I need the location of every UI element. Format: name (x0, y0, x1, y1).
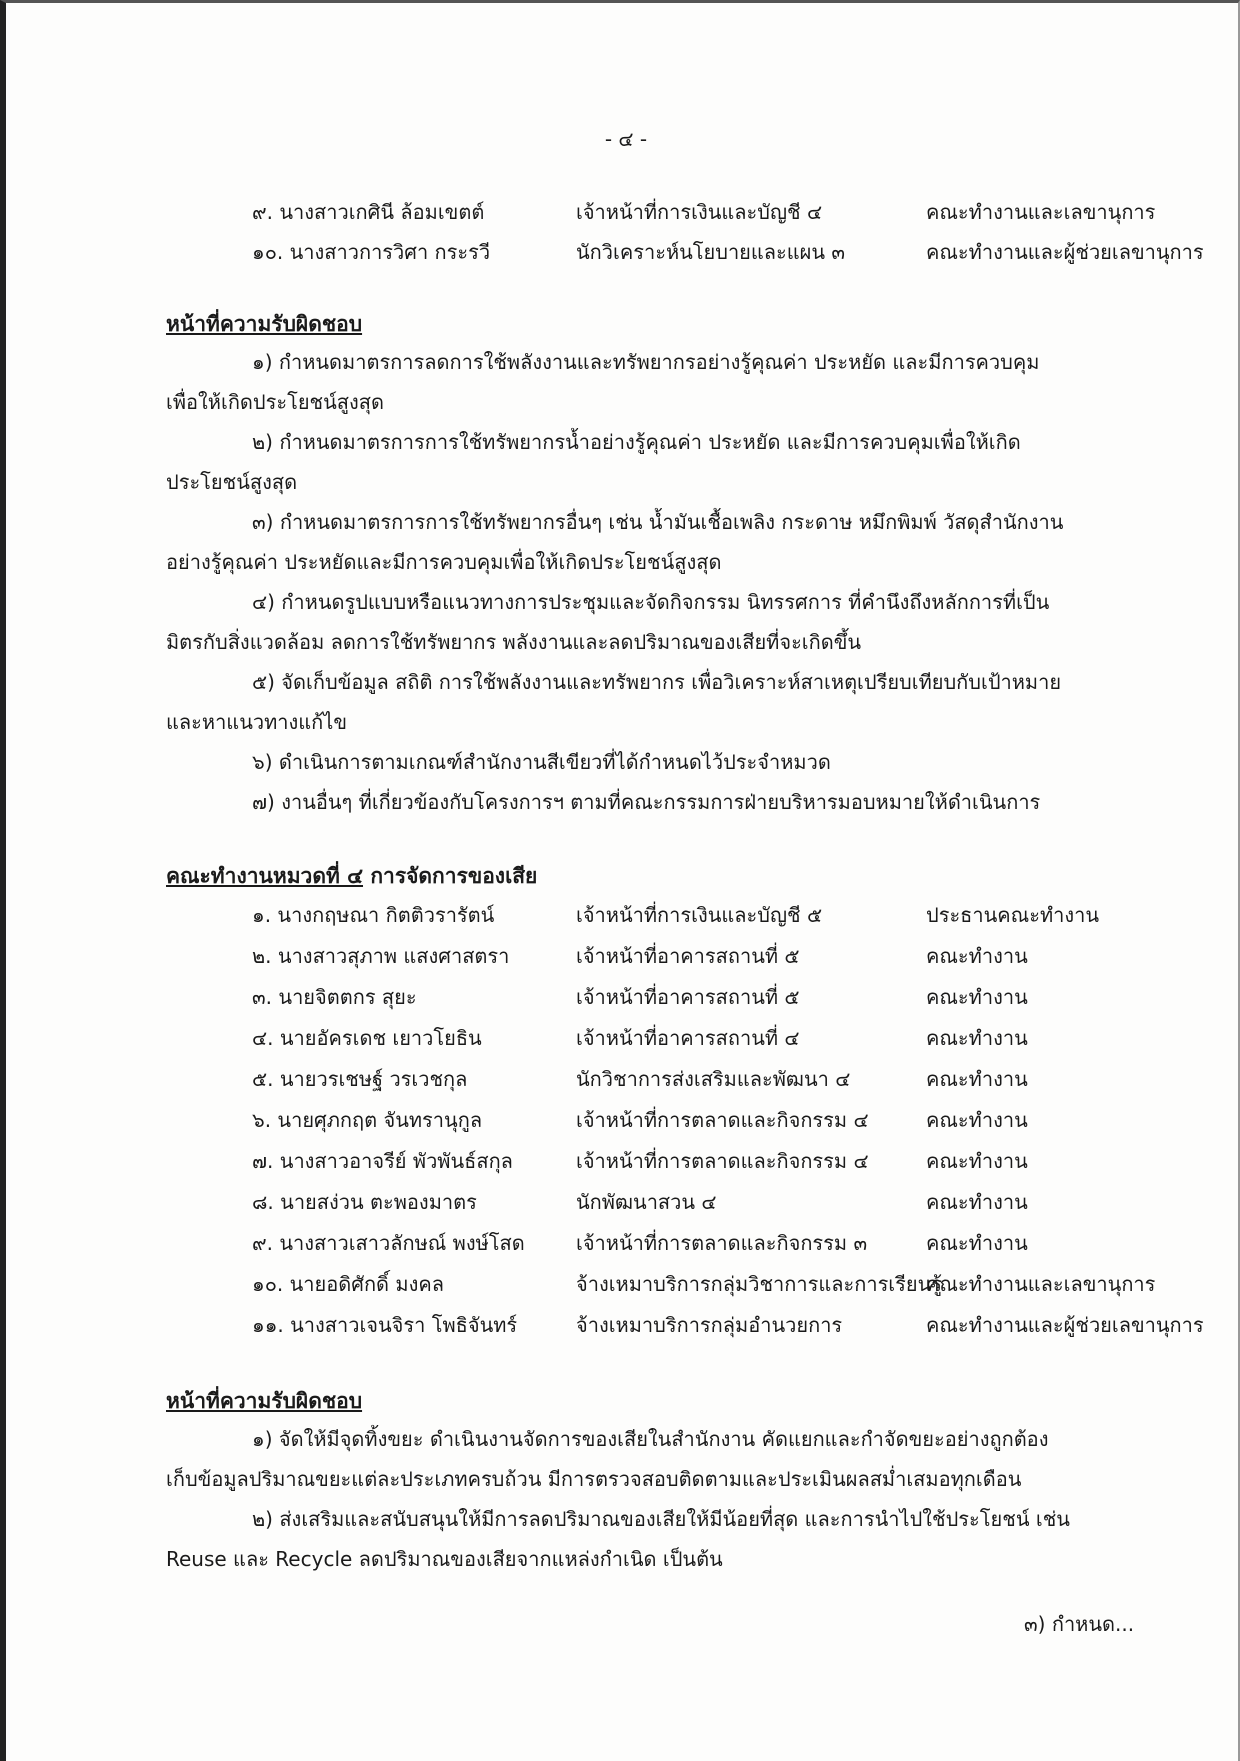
responsibility-item: ๕) จัดเก็บข้อมูล สถิติ การใช้พลังงานและทรัพยากร เพื่อวิเคราะห์สาเหตุเปรียบเทียบกับเป้าหมาย (252, 670, 1062, 694)
responsibility-item-continuation: อย่างรู้คุณค่า ประหยัดและมีการควบคุมเพื่อให้เกิดประโยชน์สูงสุด (166, 550, 722, 574)
member-position: เจ้าหน้าที่อาคารสถานที่ ๔ (576, 1026, 800, 1050)
responsibility-item-continuation: Reuse และ Recycle ลดปริมาณของเสียจากแหล่งกำเนิด เป็นต้น (166, 1547, 723, 1571)
group4-heading-subject: การจัดการของเสีย (363, 864, 538, 888)
member-number: ๙. (252, 200, 274, 224)
member-number: ๑. (252, 903, 272, 927)
responsibility-item: ๒) ส่งเสริมและสนับสนุนให้มีการลดปริมาณของเสียให้มีน้อยที่สุด และการนำไปใช้ประโยชน์ เช่น (252, 1507, 1070, 1531)
member-role: คณะทำงาน (926, 1067, 1028, 1091)
member-fullname: นางสาวสุภาพ แสงศาสตรา (277, 944, 510, 968)
member-role: คณะทำงาน (926, 1026, 1028, 1050)
member-number: ๙. (252, 1231, 274, 1255)
responsibility-item: ๑) กำหนดมาตรการลดการใช้พลังงานและทรัพยากรอย่างรู้คุณค่า ประหยัด และมีการควบคุม (252, 350, 1040, 374)
member-position: จ้างเหมาบริการกลุ่มอำนวยการ (576, 1313, 843, 1337)
member-position: เจ้าหน้าที่การตลาดและกิจกรรม ๔ (576, 1149, 869, 1173)
member-fullname: นายจิตตกร สุยะ (278, 985, 417, 1009)
member-fullname: นายศุภกฤต จันทรานุกูล (277, 1108, 483, 1132)
member-name (252, 1147, 513, 1175)
responsibility-item-continuation: และหาแนวทางแก้ไข (166, 710, 348, 734)
member-position: เจ้าหน้าที่การตลาดและกิจกรรม ๔ (576, 1108, 869, 1132)
member-name (252, 198, 484, 226)
member-position: เจ้าหน้าที่อาคารสถานที่ ๕ (576, 985, 800, 1009)
member-position: เจ้าหน้าที่การเงินและบัญชี ๕ (576, 903, 823, 927)
member-position: นักพัฒนาสวน ๔ (576, 1190, 717, 1214)
member-role: คณะทำงาน (926, 1149, 1028, 1173)
member-fullname: นายอัครเดช เยาวโยธิน (279, 1026, 482, 1050)
member-name (252, 942, 509, 970)
member-role: คณะทำงานและเลขานุการ (926, 1272, 1156, 1296)
member-number: ๒. (252, 944, 272, 968)
member-name (252, 901, 494, 929)
member-fullname: นายสง่วน ตะพองมาตร (280, 1190, 477, 1214)
continuation-footer: ๓) กำหนด... (1024, 1612, 1135, 1636)
member-number: ๑๐. (252, 240, 284, 264)
member-role: ประธานคณะทำงาน (926, 903, 1100, 927)
member-number: ๔. (252, 1026, 274, 1050)
responsibility-item-continuation: ประโยชน์สูงสุด (166, 470, 298, 494)
member-name (252, 238, 490, 266)
member-fullname: นางสาวอาจรีย์ พัวพันธ์สกุล (279, 1149, 513, 1173)
responsibility-item-continuation: เพื่อให้เกิดประโยชน์สูงสุด (166, 390, 384, 414)
member-position: จ้างเหมาบริการกลุ่มวิชาการและการเรียนรู้ (576, 1272, 943, 1296)
member-role: คณะทำงานและผู้ช่วยเลขานุการ (926, 240, 1204, 264)
member-fullname: นายอดิศักดิ์ มงคล (289, 1272, 444, 1296)
member-position: เจ้าหน้าที่การตลาดและกิจกรรม ๓ (576, 1231, 868, 1255)
member-role: คณะทำงาน (926, 1108, 1028, 1132)
member-number: ๑๐. (252, 1272, 284, 1296)
section1-heading: หน้าที่ความรับผิดชอบ (166, 312, 363, 336)
member-name (252, 1106, 482, 1134)
responsibility-item: ๔) กำหนดรูปแบบหรือแนวทางการประชุมและจัดกิจกรรม นิทรรศการ ที่คำนึงถึงหลักการที่เป็น (252, 590, 1050, 614)
page-number: - ๔ - (604, 127, 648, 151)
member-position: เจ้าหน้าที่การเงินและบัญชี ๔ (576, 200, 823, 224)
group4-heading (166, 860, 537, 893)
responsibility-item: ๒) กำหนดมาตรการการใช้ทรัพยากรน้ำอย่างรู้คุณค่า ประหยัด และมีการควบคุมเพื่อให้เกิด (252, 430, 1021, 454)
member-number: ๖. (252, 1108, 272, 1132)
member-role: คณะทำงาน (926, 1190, 1028, 1214)
member-role: คณะทำงาน (926, 985, 1028, 1009)
member-name (252, 1024, 482, 1052)
section2-heading: หน้าที่ความรับผิดชอบ (166, 1389, 363, 1413)
member-number: ๗. (252, 1149, 274, 1173)
member-role: คณะทำงานและผู้ช่วยเลขานุการ (926, 1313, 1204, 1337)
member-name (252, 1311, 517, 1339)
member-number: ๕. (252, 1067, 274, 1091)
member-position: นักวิเคราะห์นโยบายและแผน ๓ (576, 240, 846, 264)
member-name (252, 1065, 467, 1093)
member-number: ๓. (252, 985, 273, 1009)
responsibility-item: ๖) ดำเนินการตามเกณฑ์สำนักงานสีเขียวที่ได้กำหนดไว้ประจำหมวด (252, 750, 831, 774)
member-number: ๑๑. (252, 1313, 284, 1337)
member-fullname: นางสาวเกศินี ล้อมเขตต์ (279, 200, 485, 224)
member-name (252, 1270, 444, 1298)
member-fullname: นางสาวเจนจิรา โพธิจันทร์ (290, 1313, 518, 1337)
member-name (252, 1188, 477, 1216)
member-number: ๘. (252, 1190, 274, 1214)
responsibility-item: ๑) จัดให้มีจุดทิ้งขยะ ดำเนินงานจัดการของเสียในสำนักงาน คัดแยกและกำจัดขยะอย่างถูกต้อง (252, 1427, 1049, 1451)
member-role: คณะทำงาน (926, 944, 1028, 968)
member-role: คณะทำงาน (926, 1231, 1028, 1255)
group4-heading-title: คณะทำงานหมวดที่ ๔ (166, 864, 364, 888)
member-name (252, 1229, 525, 1257)
member-role: คณะทำงานและเลขานุการ (926, 200, 1156, 224)
member-name (252, 983, 417, 1011)
responsibility-item: ๗) งานอื่นๆ ที่เกี่ยวข้องกับโครงการฯ ตามที่คณะกรรมการฝ่ายบริหารมอบหมายให้ดำเนินการ (252, 790, 1041, 814)
member-fullname: นางกฤษณา กิตติวรารัตน์ (277, 903, 495, 927)
member-fullname: นางสาวเสาวลักษณ์ พงษ์โสด (279, 1231, 525, 1255)
member-fullname: นายวรเชษฐ์ วรเวชกุล (279, 1067, 468, 1091)
member-position: เจ้าหน้าที่อาคารสถานที่ ๕ (576, 944, 800, 968)
member-position: นักวิชาการส่งเสริมและพัฒนา ๔ (576, 1067, 851, 1091)
responsibility-item-continuation: เก็บข้อมูลปริมาณขยะแต่ละประเภทครบถ้วน มีการตรวจสอบติดตามและประเมินผลสม่ำเสมอทุกเดือน (166, 1467, 1022, 1491)
member-fullname: นางสาวการวิศา กระรวี (289, 240, 491, 264)
responsibility-item: ๓) กำหนดมาตรการการใช้ทรัพยากรอื่นๆ เช่น น้ำมันเชื้อเพลิง กระดาษ หมึกพิมพ์ วัสดุสำนักงาน (252, 510, 1064, 534)
responsibility-item-continuation: มิตรกับสิ่งแวดล้อม ลดการใช้ทรัพยากร พลังงานและลดปริมาณของเสียที่จะเกิดขึ้น (166, 630, 862, 654)
